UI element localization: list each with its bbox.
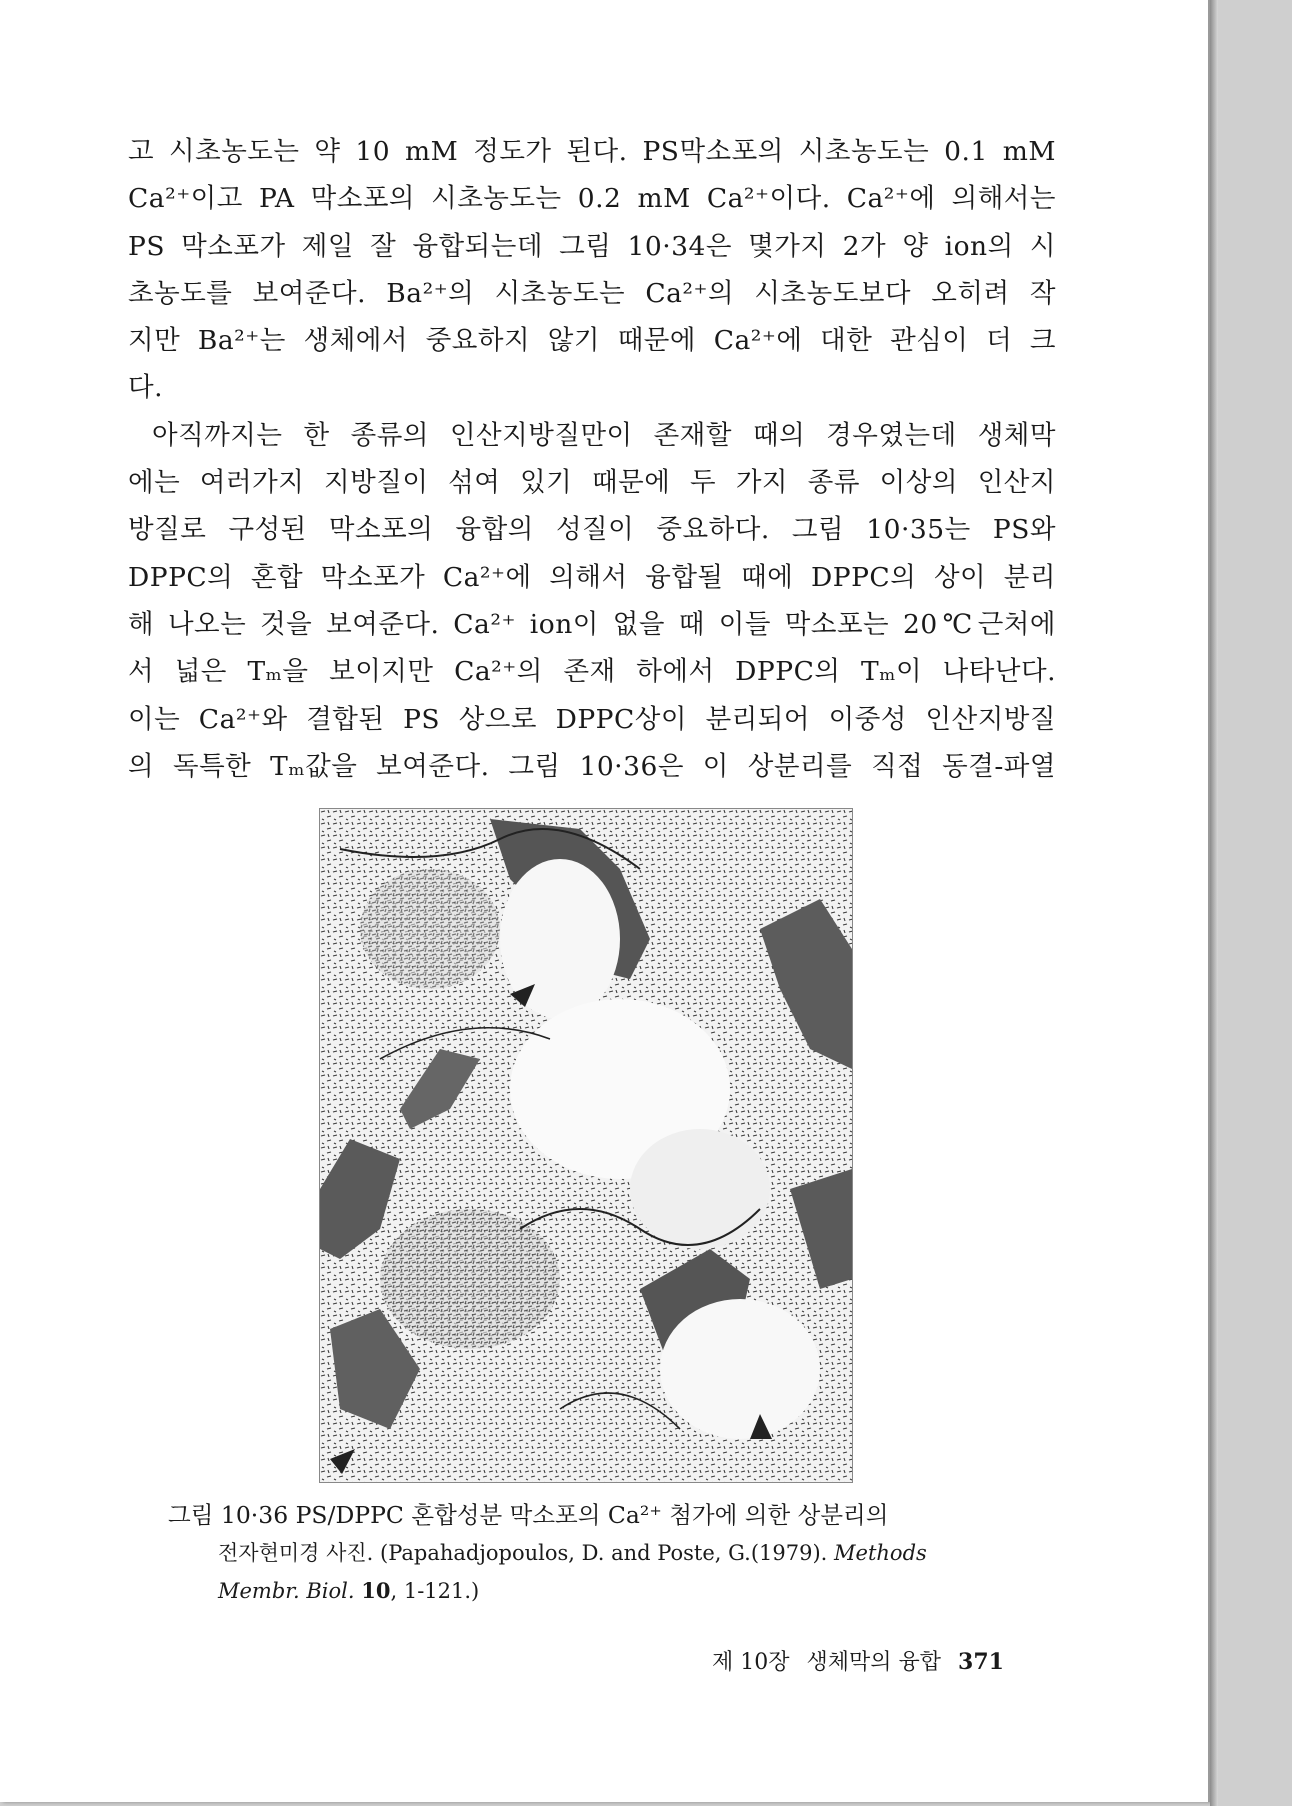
caption-pages: , 1-121.) (390, 1579, 480, 1603)
caption-line (168, 1534, 1028, 1572)
text-line: 서 넓은 Tₘ을 보이지만 Ca²⁺의 존재 하에서 DPPC의 Tₘ이 나타난다. (128, 656, 1056, 688)
text-line: PS 막소포가 제일 잘 융합되는데 그림 10·34은 몇가지 2가 양 ion의 시 (128, 230, 1056, 262)
page-footer (712, 1645, 1014, 1676)
text-line: 방질로 구성된 막소포의 융합의 성질이 중요하다. 그림 10·35는 PS와 (128, 514, 1056, 546)
body-text (128, 128, 1056, 790)
text-line: 의 독특한 Tₘ값을 보여준다. 그림 10·36은 이 상분리를 직접 동결-파열 (128, 750, 1056, 782)
electron-micrograph-image (319, 808, 853, 1483)
footer-title: 생체막의 융합 (806, 1650, 942, 1675)
figure-caption (168, 1496, 1028, 1610)
text-line: 이는 Ca²⁺와 결합된 PS 상으로 DPPC상이 분리되어 이중성 인산지방질 (128, 703, 1056, 735)
text-line: Ca²⁺이고 PA 막소포의 시초농도는 0.2 mM Ca²⁺이다. Ca²⁺에 의해서는 (128, 183, 1056, 215)
caption-line: 그림 10·36 PS/DPPC 혼합성분 막소포의 Ca²⁺ 첨가에 의한 상분리의 (168, 1501, 889, 1529)
micrograph-illustration-icon (320, 809, 852, 1482)
page-edge (1210, 0, 1218, 1806)
text-line: 다. (128, 372, 164, 404)
text-line: 에는 여러가지 지방질이 섞여 있기 때문에 두 가지 종류 이상의 인산지 (128, 467, 1056, 499)
caption-line (168, 1572, 1028, 1610)
text-line: 고 시초농도는 약 10 mM 정도가 된다. PS막소포의 시초농도는 0.1 mM (128, 136, 1056, 167)
caption-journal: Membr. Biol. (218, 1579, 355, 1603)
caption-volume: 10 (361, 1578, 391, 1603)
caption-journal: Methods (834, 1541, 927, 1565)
text-line: 지만 Ba²⁺는 생체에서 중요하지 않기 때문에 Ca²⁺에 대한 관심이 더 크 (128, 325, 1056, 357)
text-line: 해 나오는 것을 보여준다. Ca²⁺ ion이 없을 때 이들 막소포는 20℃근처에 (128, 608, 1056, 640)
footer-chapter: 제 10장 (712, 1650, 790, 1675)
text-line: 아직까지는 한 종류의 인산지방질만이 존재할 때의 경우였는데 생체막 (152, 419, 1056, 451)
text-line: DPPC의 혼합 막소포가 Ca²⁺에 의해서 융합될 때에 DPPC의 상이 분리 (128, 561, 1056, 593)
text-line: 초농도를 보여준다. Ba²⁺의 시초농도는 Ca²⁺의 시초농도보다 오히려 작 (128, 277, 1056, 309)
caption-text: 전자현미경 사진. (Papahadjopoulos, D. and Poste, G.(1979). (218, 1541, 835, 1565)
page-number: 371 (958, 1649, 1004, 1675)
